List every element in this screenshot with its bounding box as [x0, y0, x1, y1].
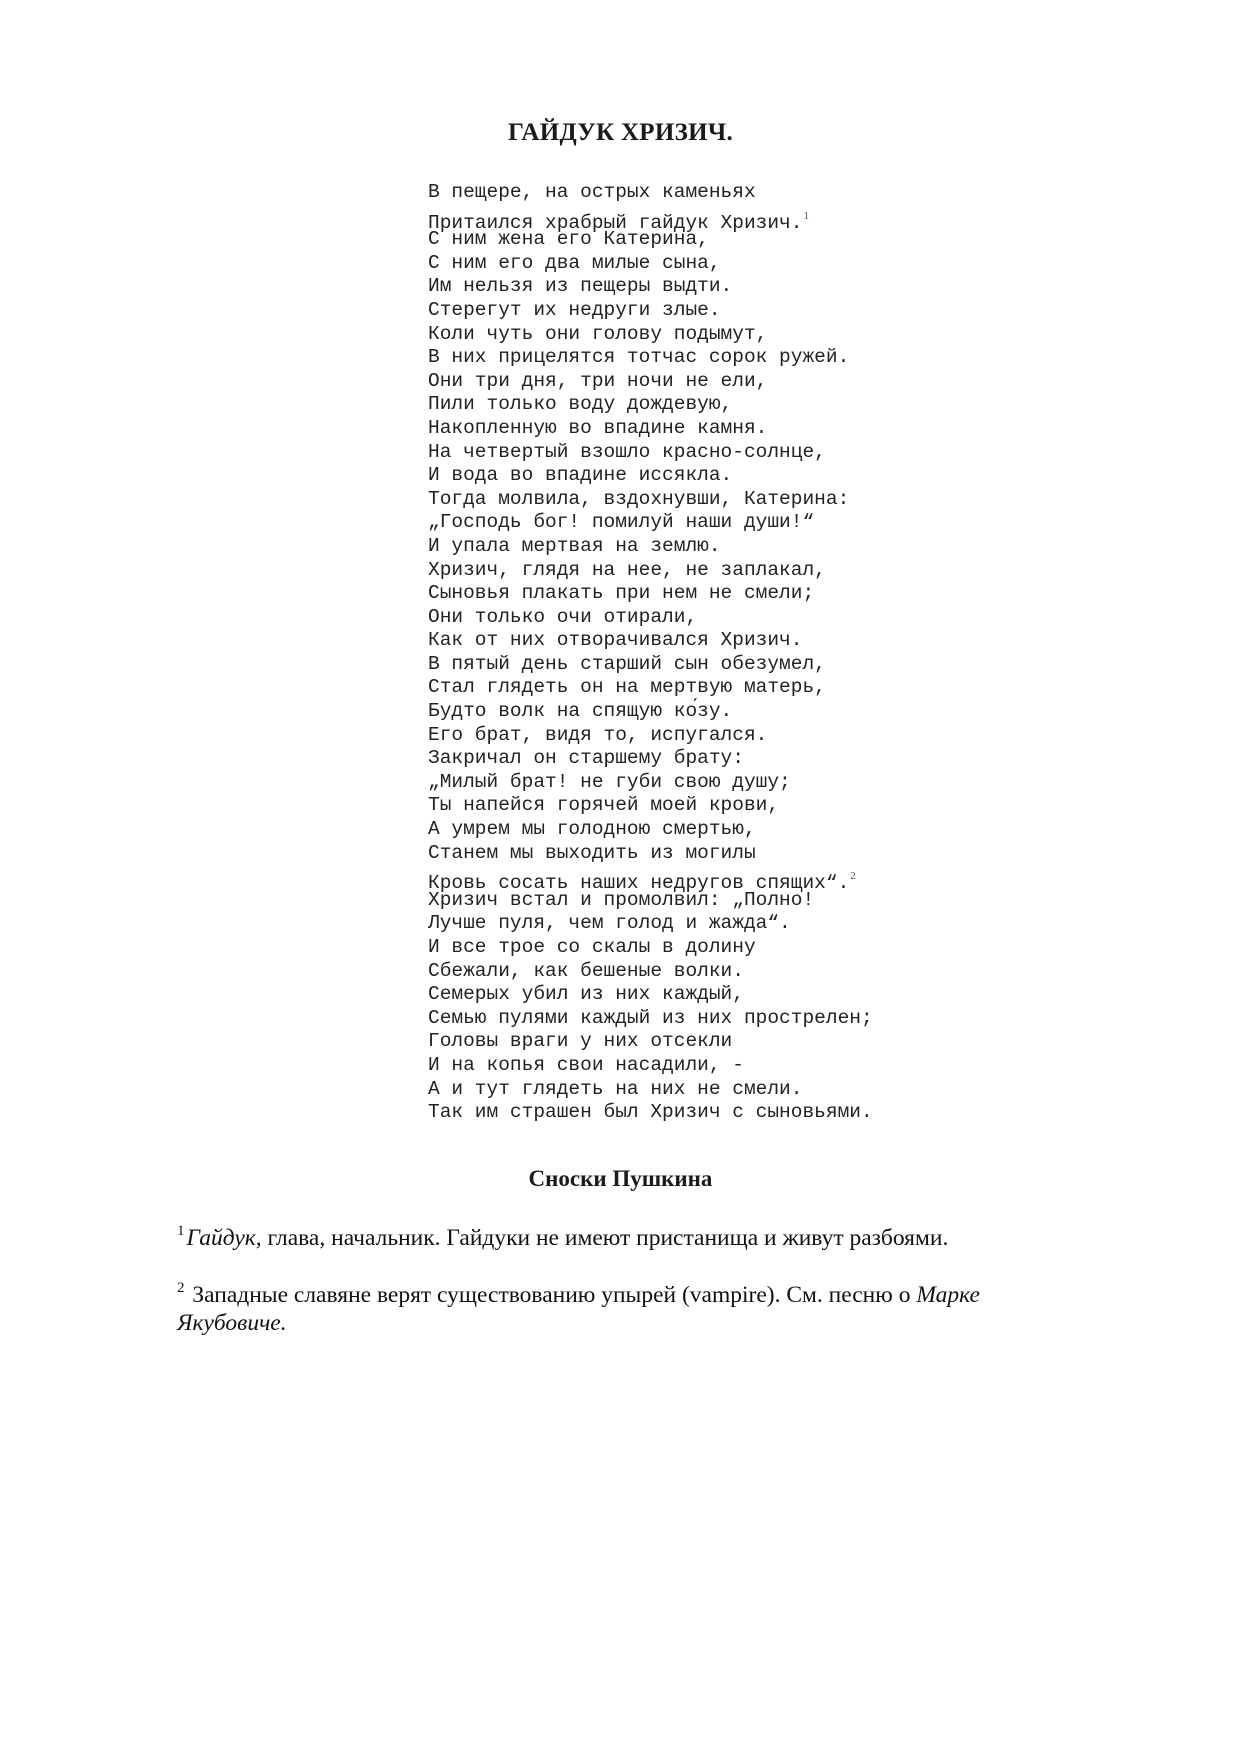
poem-line-text: Закричал он старшему брату:	[428, 747, 744, 770]
poem-line	[428, 724, 988, 748]
poem-line-text: И вода во впадине иссякла.	[428, 464, 733, 487]
poem-line-text: Ты напейся горячей моей крови,	[428, 794, 780, 817]
poem-line-text: В пещере, на острых каменьях	[428, 181, 756, 203]
poem-line	[428, 346, 988, 370]
poem-line-text: Стерегут их недруги злые.	[428, 298, 721, 321]
poem-line	[428, 1030, 988, 1054]
poem-line-text: На четвертый взошло красно-солнце,	[428, 440, 826, 463]
poem-line	[428, 299, 988, 323]
poem-line	[428, 629, 988, 653]
poem-line-text: Семерых убил из них каждый,	[428, 983, 744, 1006]
poem-line	[428, 393, 988, 417]
poem-line	[428, 936, 988, 960]
poem-line-text: Сбежали, как бешеные волки.	[428, 959, 744, 982]
poem-line	[428, 559, 988, 583]
poem-line	[428, 700, 988, 724]
poem-line-text: С ним его два милые сына,	[428, 251, 721, 274]
poem-line-text: И на копья свои насадили, -	[428, 1053, 744, 1076]
poem-line	[428, 676, 988, 700]
poem-line	[428, 275, 988, 299]
poem-line-text: Его брат, видя то, испугался.	[428, 723, 768, 746]
poem-line	[428, 960, 988, 984]
poem-line-text: Они только очи отирали,	[428, 605, 698, 628]
poem-line	[428, 1078, 988, 1102]
footnote-2	[177, 1274, 1057, 1337]
poem-body	[428, 181, 988, 1125]
poem-line-text: Будто волк на спящую ко́зу.	[428, 700, 733, 723]
poem-line	[428, 181, 988, 205]
poem-line	[428, 747, 988, 771]
poem-line	[428, 535, 988, 559]
poem-line	[428, 441, 988, 465]
poem-line-text: Кровь сосать наших недругов спящих“.	[428, 872, 850, 895]
poem-line-text: „Милый брат! не губи свою душу;	[428, 770, 791, 793]
poem-line	[428, 205, 988, 234]
poem-line-text: Как от них отворачивался Хризич.	[428, 629, 803, 652]
poem-line	[428, 323, 988, 347]
poem-line	[428, 417, 988, 441]
poem-line-text: Семью пулями каждый из них прострелен;	[428, 1006, 873, 1029]
poem-line	[428, 606, 988, 630]
poem-line-text: С ним жена его Катерина,	[428, 228, 709, 251]
footnote-number: 1	[177, 1223, 185, 1239]
poem-line-text: Хризич встал и промолвил: „Полно!	[428, 888, 815, 911]
footnote-marker: 2	[850, 870, 856, 883]
poem-line	[428, 818, 988, 842]
poem-line-text: И все трое со скалы в долину	[428, 936, 756, 958]
poem-line	[428, 912, 988, 936]
footnote-text: Западные славяне верят существованию упырей (vampire). См. песню о	[186, 1282, 917, 1308]
poem-line-text: Лучше пуля, чем голод и жажда“.	[428, 912, 791, 935]
footnote-text: глава, начальник. Гайдуки не имеют пристанища и живут разбоями.	[261, 1225, 949, 1251]
poem-line	[428, 794, 988, 818]
poem-line	[428, 370, 988, 394]
poem-line	[428, 582, 988, 606]
poem-line	[428, 983, 988, 1007]
footnotes-heading: Сноски Пушкина	[528, 1166, 713, 1191]
poem-line	[428, 511, 988, 535]
poem-line-text: „Господь бог! помилуй наши души!“	[428, 511, 815, 534]
poem-line	[428, 771, 988, 795]
poem-line	[428, 252, 988, 276]
poem-line-text: В пятый день старший сын обезумел,	[428, 652, 826, 675]
poem-line	[428, 1101, 988, 1125]
poem-line-text: Станем мы выходить из могилы	[428, 841, 756, 864]
poem-line-text: Сыновья плакать при нем не смели;	[428, 582, 815, 605]
poem-line	[428, 865, 988, 895]
poem-line	[428, 653, 988, 677]
poem-line-text: Они три дня, три ночи не ели,	[428, 369, 768, 392]
poem-line-text: Хризич, глядя на нее, не заплакал,	[428, 558, 826, 581]
poem-line	[428, 889, 988, 913]
footnote-1	[177, 1217, 1057, 1252]
poem-line-text: Так им страшен был Хризич с сыновьями.	[428, 1101, 873, 1124]
poem-line-text: Пили только воду дождевую,	[428, 393, 733, 416]
poem-line-text: Накопленную во впадине камня.	[428, 416, 768, 439]
poem-line	[428, 842, 988, 866]
poem-line-text: А умрем мы голодною смертью,	[428, 818, 756, 841]
poem-line-text: Тогда молвила, вздохнувши, Катерина:	[428, 487, 850, 510]
footnote-marker: 1	[803, 209, 809, 222]
poem-line-text: Стал глядеть он на мертвую матерь,	[428, 676, 826, 699]
poem-line-text: А и тут глядеть на них не смели.	[428, 1077, 803, 1100]
poem-line-text: Головы враги у них отсекли	[428, 1030, 733, 1053]
poem-line-text: Коли чуть они голову подымут,	[428, 322, 768, 345]
footnote-reference: Марке Якубовиче.	[177, 1282, 980, 1336]
poem-title: ГАЙДУК ХРИЗИЧ.	[507, 119, 734, 146]
poem-line	[428, 228, 988, 252]
poem-line	[428, 464, 988, 488]
poem-line	[428, 1007, 988, 1031]
poem-line-text: В них прицелятся тотчас сорок ружей.	[428, 346, 850, 369]
poem-line-text: И упала мертвая на землю.	[428, 534, 721, 557]
footnote-number: 2	[177, 1280, 185, 1296]
poem-line-text: Притаился храбрый гайдук Хризич.	[428, 211, 803, 234]
poem-line	[428, 1054, 988, 1078]
footnote-term: Гайдук,	[186, 1225, 262, 1251]
poem-line-text: Им нельзя из пещеры выдти.	[428, 275, 733, 298]
poem-line	[428, 488, 988, 512]
